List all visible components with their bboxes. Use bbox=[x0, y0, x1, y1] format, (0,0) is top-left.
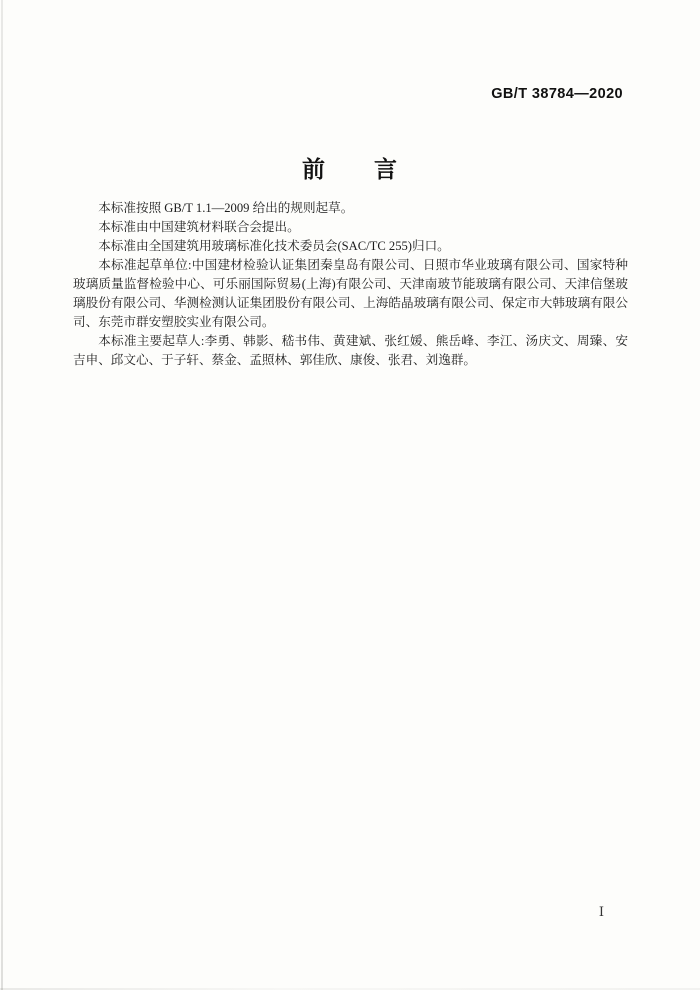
standard-code: GB/T 38784—2020 bbox=[491, 86, 623, 102]
page-number: Ⅰ bbox=[598, 904, 604, 919]
scan-edge-left bbox=[1, 0, 3, 990]
paragraph-main-drafters: 本标准主要起草人:李勇、韩影、嵇书伟、黄建斌、张红媛、熊岳峰、李江、汤庆文、周臻、安吉申、邱文心、于子轩、蔡金、孟照林、郭佳欣、康俊、张君、刘逸群。 bbox=[73, 334, 628, 367]
paragraph-drafting-organizations: 本标准起草单位:中国建材检验认证集团秦皇岛有限公司、日照市华业玻璃有限公司、国家特种玻璃质量监督检验中心、可乐丽国际贸易(上海)有限公司、天津南玻节能玻璃有限公司、天津信堡玻璃股份有限公司、华测检测认证集团股份有限公司、上海皓晶玻璃有限公司、保定市大韩玻璃有限公司、东莞市群安塑胶实业有限公司。 bbox=[73, 258, 628, 329]
paragraph-drafting-rules: 本标准按照 GB/T 1.1—2009 给出的规则起草。 bbox=[98, 201, 354, 215]
paragraph-committee: 本标准由全国建筑用玻璃标准化技术委员会(SAC/TC 255)归口。 bbox=[98, 239, 450, 253]
foreword-title: 前 言 bbox=[302, 156, 398, 183]
paragraph-proposed-by: 本标准由中国建筑材料联合会提出。 bbox=[98, 220, 300, 234]
foreword-body bbox=[73, 199, 628, 370]
